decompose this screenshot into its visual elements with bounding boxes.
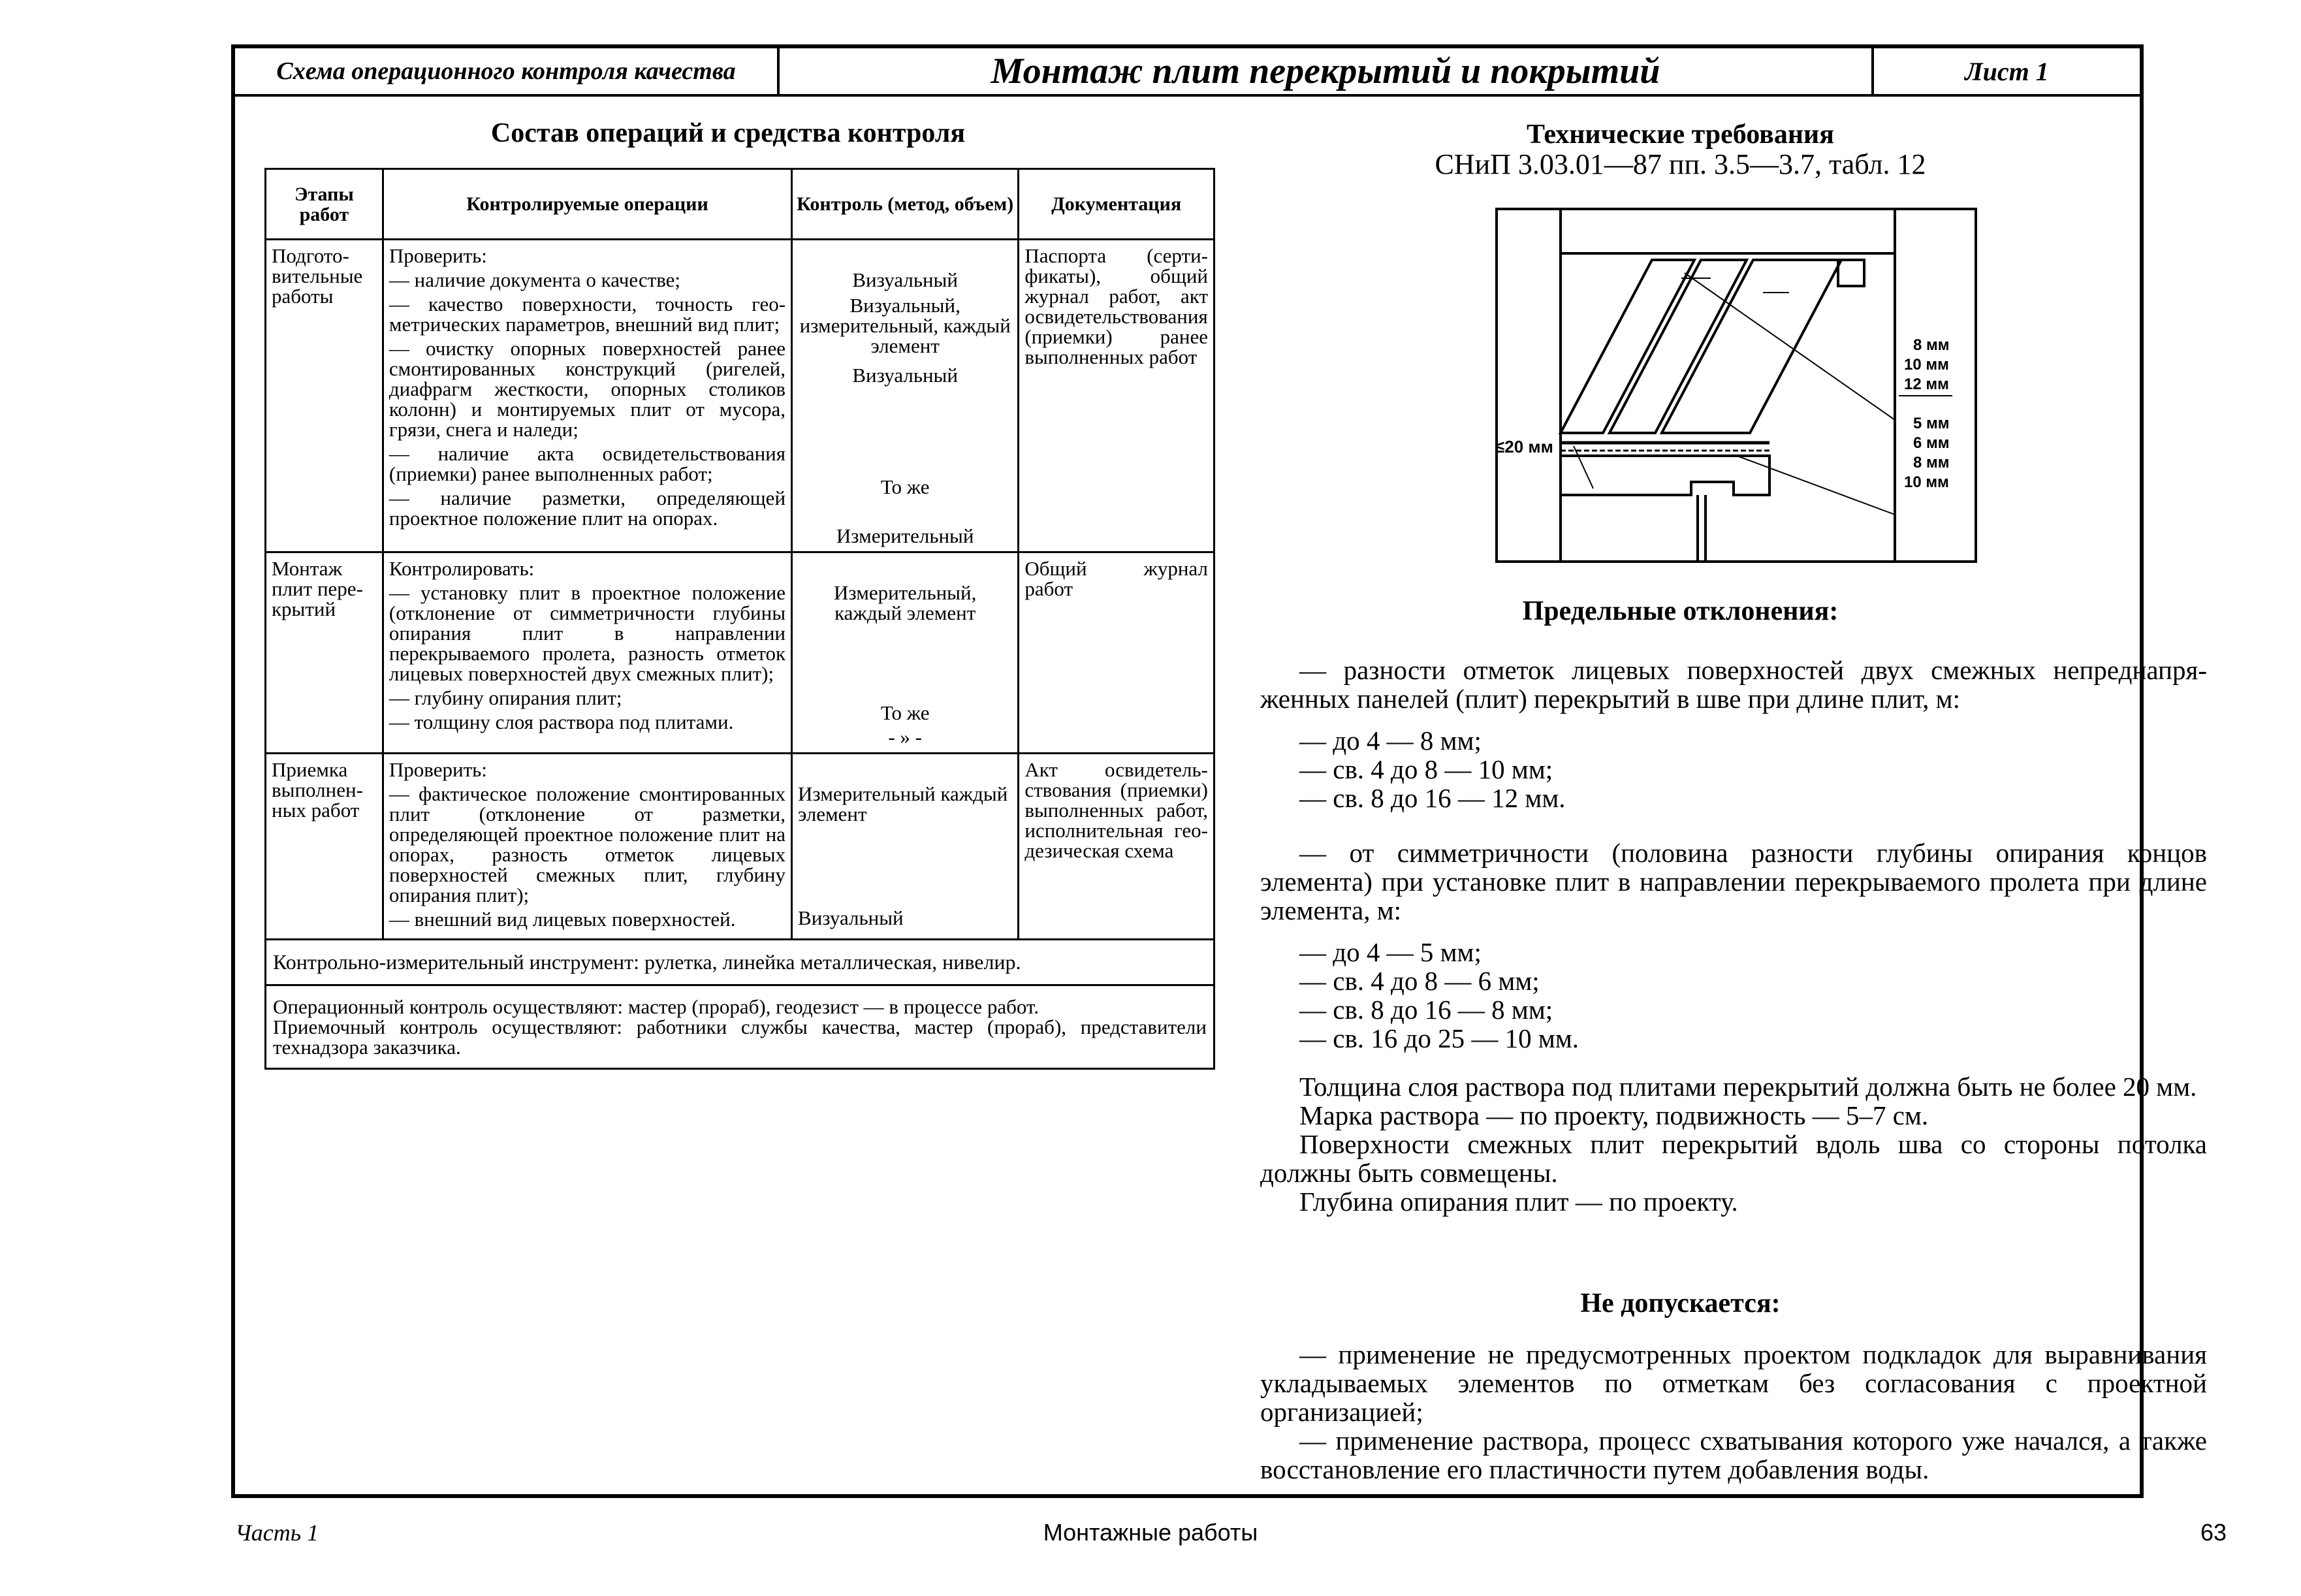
not-allowed-title: Не допускается: xyxy=(1580,1288,1781,1318)
documentation-cell: Паспорта (сертификаты), общий журнал работ, акт освидетельствования (приемки) ранее выполненных работ xyxy=(1019,240,1214,552)
control-method: Визуальный xyxy=(852,364,958,387)
control-method: Измерительный каждый элемент xyxy=(798,782,1008,825)
table-row xyxy=(266,552,1214,754)
operations-cell xyxy=(383,754,791,940)
requirement-paragraph: Поверхности смежных плит перекрытий вдоль шва со стороны потолка должны быть совмещены. xyxy=(1260,1129,2207,1188)
deviations-title: Предельные отклонения: xyxy=(1522,596,1839,626)
slab-outlines xyxy=(1561,260,1841,433)
control-method: То же xyxy=(880,701,930,724)
operation-item: — толщину слоя раствора под плитами. xyxy=(389,710,734,733)
deviation-item: — до 4 — 8 мм; xyxy=(1299,726,1482,756)
control-notes-row xyxy=(266,985,1214,1069)
stage-cell: Монтаж плит перекрытий xyxy=(266,552,383,754)
deviation-item: — св. 4 до 8 — 6 мм; xyxy=(1299,966,1540,996)
deviation-item: — св. 4 до 8 — 10 мм; xyxy=(1299,754,1553,784)
operations-intro: Проверить: xyxy=(389,244,487,267)
deviation-intro: — разности отметок лицевых поверхностей двух смежных непреднапряженных панелей (плит) перекрытий в шве при длине плит, м: xyxy=(1260,655,2207,714)
operation-item: — наличие разметки, определяющей проектное положение плит на опорах. xyxy=(389,487,786,530)
acceptance-control-note: Приемочный контроль осуществляют: работники службы качества, мастер (прораб), представители технадзора заказчика. xyxy=(273,1015,1207,1059)
requirement-paragraph: Глубина опирания плит — по проекту. xyxy=(1299,1187,1738,1217)
table-row xyxy=(266,240,1214,552)
col-header-stages: Этапы работ xyxy=(266,169,383,240)
slab-joint-diagram xyxy=(1495,208,1977,563)
operations-cell xyxy=(383,552,791,754)
control-cell xyxy=(792,240,1019,552)
operations-title: Состав операций и средства контроля xyxy=(490,118,966,148)
table-row xyxy=(266,754,1214,940)
control-method: - » - xyxy=(888,726,923,748)
mortar-thickness-label: ≤20 мм xyxy=(1495,437,1553,456)
not-allowed-item: — применение не предусмотренных проектом подкладок для выравнивания укладываемых элементов по отметкам без согласования с проектной организацией; xyxy=(1260,1339,2207,1427)
operation-item: — фактическое положение смонтированных плит (отклонение от разметки, определяющей проектное положение плит на опорах, разность отметок лицевых поверхностей смежных плит, глубину опирания плит); xyxy=(389,782,786,906)
deviation-item: — св. 8 до 16 — 8 мм; xyxy=(1299,995,1553,1025)
control-method: Визуальный, измерительный, каждый элемент xyxy=(799,294,1011,357)
header-sheet-number: Лист 1 xyxy=(1965,56,2049,86)
documentation-cell: Общий журнал работ xyxy=(1019,552,1214,754)
tech-requirements-title: Технические требования xyxy=(1527,120,1834,150)
operation-item: — качество поверхности, точность геометрических параметров, внешний вид плит; xyxy=(389,293,786,336)
control-method: Визуальный xyxy=(798,906,904,929)
operation-item: — наличие документа о качестве; xyxy=(389,268,681,291)
top-label: 8 мм xyxy=(1913,336,1950,354)
col-header-operations: Контролируемые операции xyxy=(383,169,791,240)
deviation-intro: — от симметричности (половина разности глубины опирания концов элемента) при установке плит в направлении перекрываемого пролета при длине элемента, м: xyxy=(1260,838,2207,925)
operations-intro: Контролировать: xyxy=(389,557,535,580)
operation-item: — глубину опирания плит; xyxy=(389,686,622,709)
control-notes-cell xyxy=(266,985,1214,1069)
operation-item: — установку плит в проектное положение (отклонение от симметричности глубины опирания плит в направлении перекрываемого пролета, разность отметок лицевых поверхностей двух смежных плит); xyxy=(389,581,786,685)
control-method: Визуальный xyxy=(852,268,958,291)
deviation-item: — св. 16 до 25 — 10 мм. xyxy=(1299,1023,1579,1053)
operations-intro: Проверить: xyxy=(389,758,487,781)
operational-control-note: Операционный контроль осуществляют: мастер (прораб), геодезист — в процессе работ. xyxy=(273,995,1039,1018)
col-header-control: Контроль (метод, объем) xyxy=(792,169,1019,240)
operation-item: — наличие акта освидетельствования (приемки) ранее выполненных работ; xyxy=(389,442,786,485)
page-frame xyxy=(231,44,2207,1498)
requirement-paragraph: Марка раствора — по проекту, подвижность — 5–7 см. xyxy=(1299,1100,1929,1130)
header-scheme-title: Схема операционного контроля качества xyxy=(235,48,780,94)
deviation-item: — св. 8 до 16 — 12 мм. xyxy=(1299,783,1566,813)
bottom-label: 5 мм xyxy=(1913,415,1950,432)
deviation-item: — до 4 — 5 мм; xyxy=(1299,937,1482,967)
operations-table xyxy=(264,168,1215,1070)
header-strip xyxy=(235,48,2140,97)
operations-cell xyxy=(383,240,791,552)
control-method: Измерительный xyxy=(836,524,974,547)
instruments-row xyxy=(266,940,1214,985)
top-label: 12 мм xyxy=(1904,375,1949,393)
header-main-title: Монтаж плит перекрытий и покрытий xyxy=(780,48,1874,94)
col-header-documentation: Документация xyxy=(1019,169,1214,240)
control-cell xyxy=(792,552,1019,754)
operation-item: — внешний вид лицевых поверхностей. xyxy=(389,908,736,931)
tech-requirements-reference: СНиП 3.03.01—87 пп. 3.5—3.7, табл. 12 xyxy=(1435,148,1926,180)
operation-item: — очистку опорных поверхностей ранее смонтированных конструкций (ригелей, диафрагм жесткости, опорных столиков колонн) и монтируемых плит от мусора, грязи, снега и наледи; xyxy=(389,337,786,441)
not-allowed-block xyxy=(1260,1340,2207,1484)
bottom-label: 8 мм xyxy=(1913,454,1950,471)
deviations-block-1 xyxy=(1260,656,2207,812)
top-label: 10 мм xyxy=(1904,356,1949,374)
deviations-block-2 xyxy=(1260,838,2207,1053)
table-header-row xyxy=(266,169,1214,240)
control-method: То же xyxy=(880,475,930,498)
documentation-cell: Акт освидетельствования (приемки) выполненных работ, исполнительная геодезическая схема xyxy=(1019,754,1214,940)
requirements-paragraphs xyxy=(1260,1072,2207,1216)
footer-part: Часть 1 xyxy=(235,1520,319,1546)
instruments-text: Контрольно-измерительный инструмент: рулетка, линейка металлическая, нивелир. xyxy=(266,940,1214,985)
bottom-label: 10 мм xyxy=(1904,473,1949,491)
page-number: 63 xyxy=(2200,1519,2227,1546)
control-method: Измерительный, каждый элемент xyxy=(834,581,977,624)
footer-section: Монтажные работы xyxy=(1043,1519,1258,1546)
stage-cell: Подготовительные работы xyxy=(266,240,383,552)
bottom-label: 6 мм xyxy=(1913,434,1950,452)
not-allowed-item: — применение раствора, процесс схватывания которого уже начался, а также восстановление его пластичности путем добавления воды. xyxy=(1260,1426,2207,1484)
stage-cell: Приемка выполненных работ xyxy=(266,754,383,940)
requirement-paragraph: Толщина слоя раствора под плитами перекрытий должна быть не более 20 мм. xyxy=(1299,1072,2197,1102)
control-cell xyxy=(792,754,1019,940)
